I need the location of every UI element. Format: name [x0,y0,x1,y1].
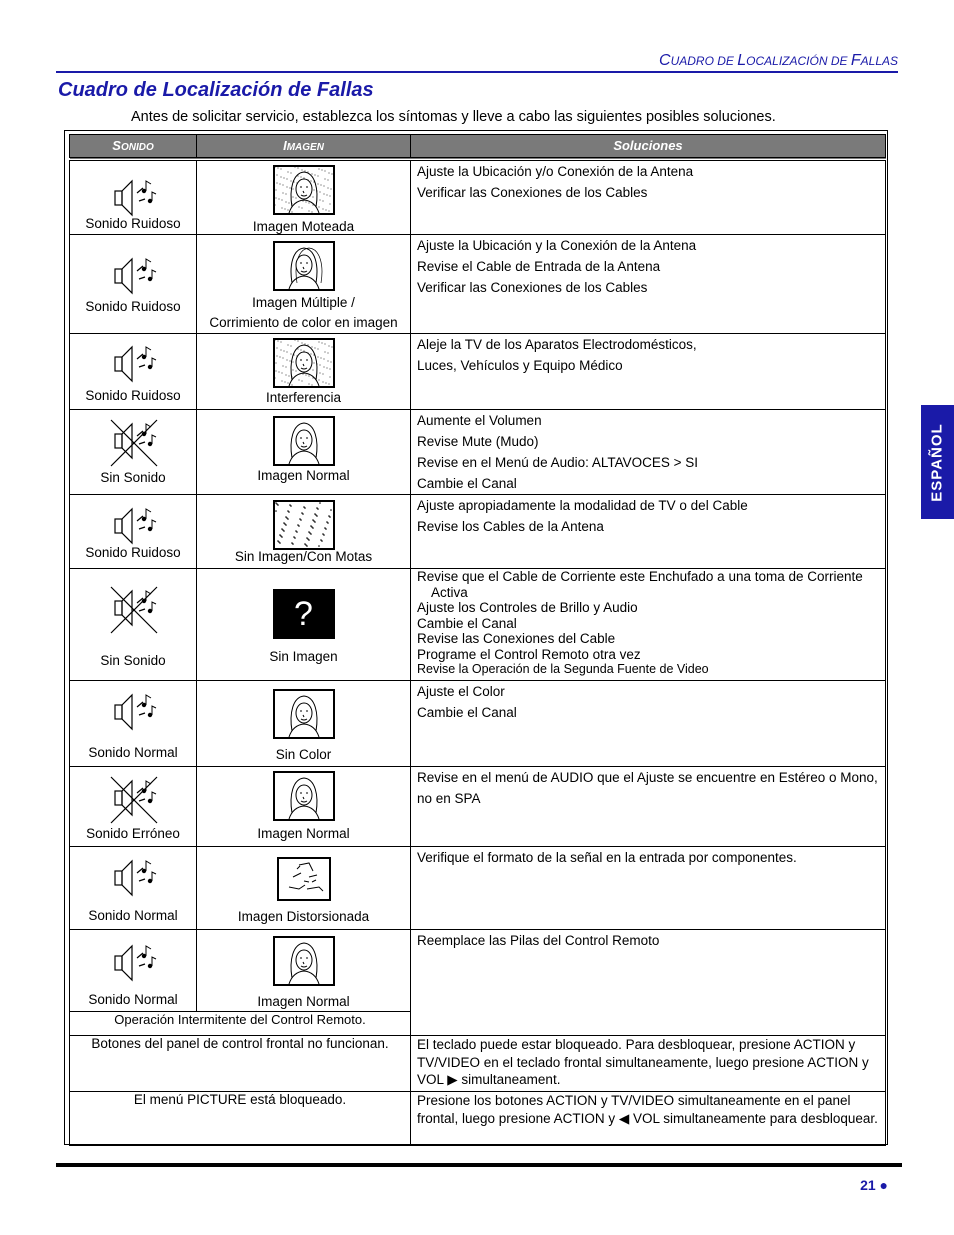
column-header-sound [70,135,197,159]
solutions-cell [411,159,886,235]
sound-label: Sonido Ruidoso [85,299,181,314]
language-tab-label: ESPAÑOL [929,422,946,502]
ghost-tv-icon [273,241,335,291]
image-cell [197,410,411,495]
language-tab [921,405,954,519]
normal-tv-icon [273,416,335,466]
extra-symptom: Operación Intermitente del Control Remoto. [70,1012,411,1036]
image-label: Imagen Múltiple / [252,295,355,310]
sound-label: Sonido Normal [88,908,178,923]
sound-label: Sonido Normal [88,992,178,1007]
header-rest: MAGEN [286,142,324,154]
column-header-solutions: Soluciones [411,135,886,159]
image-label: Imagen Normal [257,468,350,483]
sound-cell [70,847,197,930]
speaker-icon [107,687,159,739]
symptom-row [70,767,886,847]
column-header-image [197,135,411,159]
running-header-part: F [850,52,861,69]
header-initial: S [112,138,121,154]
distorted-tv-icon [277,857,331,901]
solutions-cell [411,767,886,847]
solution-item: Verificar las Conexiones de los Cables [417,280,648,295]
solution-item: Revise en el menú de AUDIO que el Ajuste se encuentre en Estéreo o Mono, no en SPA [417,770,878,806]
solution-item: Activa [431,584,468,600]
solutions-cell: Presione los botones ACTION y TV/VIDEO simultaneamente en el panel frontal, luego presione ACTION y ◀ VOL simultaneamente para desbloquear. [411,1092,886,1146]
snowy-tv-icon [273,165,335,215]
dots-tv-icon [273,500,335,550]
sound-cell [70,495,197,569]
page-number: 21 ● [860,1177,888,1193]
solutions-cell [411,495,886,569]
symptom-row [70,410,886,495]
problem-cell: El menú PICTURE está bloqueado. [70,1092,411,1146]
image-cell [197,847,411,930]
speaker-muted-icon [107,583,159,635]
solutions-cell: El teclado puede estar bloqueado. Para desbloquear, presione ACTION y TV/VIDEO en el teclado frontal simultaneamente, luego presione ACTION y VOL ▶ simultaneament. [411,1036,886,1092]
image-label-line2: Corrimiento de color en imagen [209,315,398,330]
image-cell [197,569,411,681]
symptom-row [70,847,886,930]
header-rest: ONIDO [120,142,154,154]
sound-label: Sin Sonido [100,653,166,668]
image-cell [197,681,411,767]
solution-item: Ajuste los Controles de Brillo y Audio [417,600,638,615]
solution-item: Ajuste la Ubicación y la Conexión de la Antena [417,238,697,253]
image-cell [197,159,411,235]
solution-item: Revise Mute (Mudo) [417,434,539,449]
speaker-icon [107,251,159,303]
header-initial: I [283,138,287,154]
image-label: Interferencia [265,390,342,405]
sound-cell [70,235,197,334]
solution-item: Programe el Control Remoto otra vez [417,646,641,662]
solutions-cell [411,681,886,767]
symptom-row [70,681,886,767]
normal-tv-icon [273,936,335,986]
page-title: Cuadro de Localización de Fallas [58,79,374,101]
image-cell [197,334,411,410]
image-label: Imagen Moteada [252,218,355,234]
solution-item: Revise los Cables de la Antena [417,519,604,534]
running-header-part: C [659,52,671,69]
solutions-cell [411,334,886,410]
interference-tv-icon [273,338,335,388]
image-label: Sin Imagen [269,649,338,664]
speaker-muted-icon [107,416,159,468]
solution-item: Aumente el Volumen [417,413,542,428]
footer-rule [56,1163,902,1167]
sound-label: Sonido Ruidoso [85,545,181,560]
image-label: Imagen Normal [257,994,350,1009]
normal-tv-icon [273,771,335,821]
troubleshooting-table [69,134,886,1146]
symptom-row [70,495,886,569]
solution-item: Revise en el Menú de Audio: ALTAVOCES > SI [417,455,699,470]
sound-cell [70,767,197,847]
solution-item: Cambie el Canal [417,615,517,631]
sound-label: Sonido Ruidoso [85,388,181,403]
image-label: Imagen Distorsionada [237,909,370,924]
sound-cell [70,569,197,681]
question-tv-icon: ? [273,589,335,639]
solution-item: Cambie el Canal [417,705,517,720]
speaker-icon [107,853,159,905]
problem-row [70,1092,886,1146]
running-header [659,52,898,70]
solution-item: Revise las Conexiones del Cable [417,631,616,646]
problem-row [70,1036,886,1092]
sound-label: Sonido Erróneo [86,826,180,841]
sound-cell [70,930,197,1012]
solution-item: Ajuste el Color [417,684,505,699]
sound-label: Sonido Ruidoso [85,215,181,231]
image-cell [197,235,411,334]
solutions-cell [411,410,886,495]
speaker-muted-icon [107,773,159,825]
sound-label: Sonido Normal [88,745,178,760]
solution-item: Ajuste la Ubicación y/o Conexión de la Antena [417,163,694,179]
header-rule [56,71,898,73]
speaker-icon [107,938,159,990]
solution-item: Revise el Cable de Entrada de la Antena [417,259,661,274]
solution-item: Revise que el Cable de Corriente este Enchufado a una toma de Corriente [417,569,863,584]
symptom-row [70,334,886,410]
image-cell [197,495,411,569]
solutions-cell [411,569,886,681]
symptom-row [70,159,886,235]
running-header-part: OCALIZACIÓN DE [746,54,851,68]
solution-item: Aleje la TV de los Aparatos Electrodomésticos, [417,337,697,352]
normal-tv-icon [273,689,335,739]
solution-item: Reemplace las Pilas del Control Remoto [417,933,660,948]
symptom-row [70,930,886,1012]
solution-item: Luces, Vehículos y Equipo Médico [417,358,623,373]
speaker-icon [107,339,159,391]
symptom-row [70,569,886,681]
solution-item: Revise la Operación de la Segunda Fuente de Video [417,662,709,676]
solution-item: Cambie el Canal [417,476,517,491]
image-label: Sin Imagen/Con Motas [234,549,373,564]
symptom-row [70,235,886,334]
image-label: Imagen Normal [257,826,350,841]
image-cell [197,930,411,1012]
sound-cell [70,410,197,495]
running-header-part: UADRO DE [670,54,738,68]
solution-item: Verificar las Conexiones de los Cables [417,184,648,200]
image-cell [197,767,411,847]
sound-label: Sin Sonido [100,470,166,485]
intro-text: Antes de solicitar servicio, establezca los síntomas y lleve a cabo las siguientes posibles soluciones. [131,109,776,125]
sound-cell [70,334,197,410]
solution-item: Ajuste apropiadamente la modalidad de TV o del Cable [417,498,748,513]
solutions-cell [411,930,886,1036]
problem-cell: Botones del panel de control frontal no funcionan. [70,1036,411,1092]
sound-cell [70,681,197,767]
running-header-part: L [737,52,747,69]
sound-cell [70,159,197,235]
solution-item: Verifique el formato de la señal en la entrada por componentes. [417,850,797,865]
solutions-cell [411,235,886,334]
running-header-part: ALLAS [860,54,898,68]
image-label: Sin Color [275,747,332,762]
table-header-row [70,135,886,159]
solutions-cell [411,847,886,930]
